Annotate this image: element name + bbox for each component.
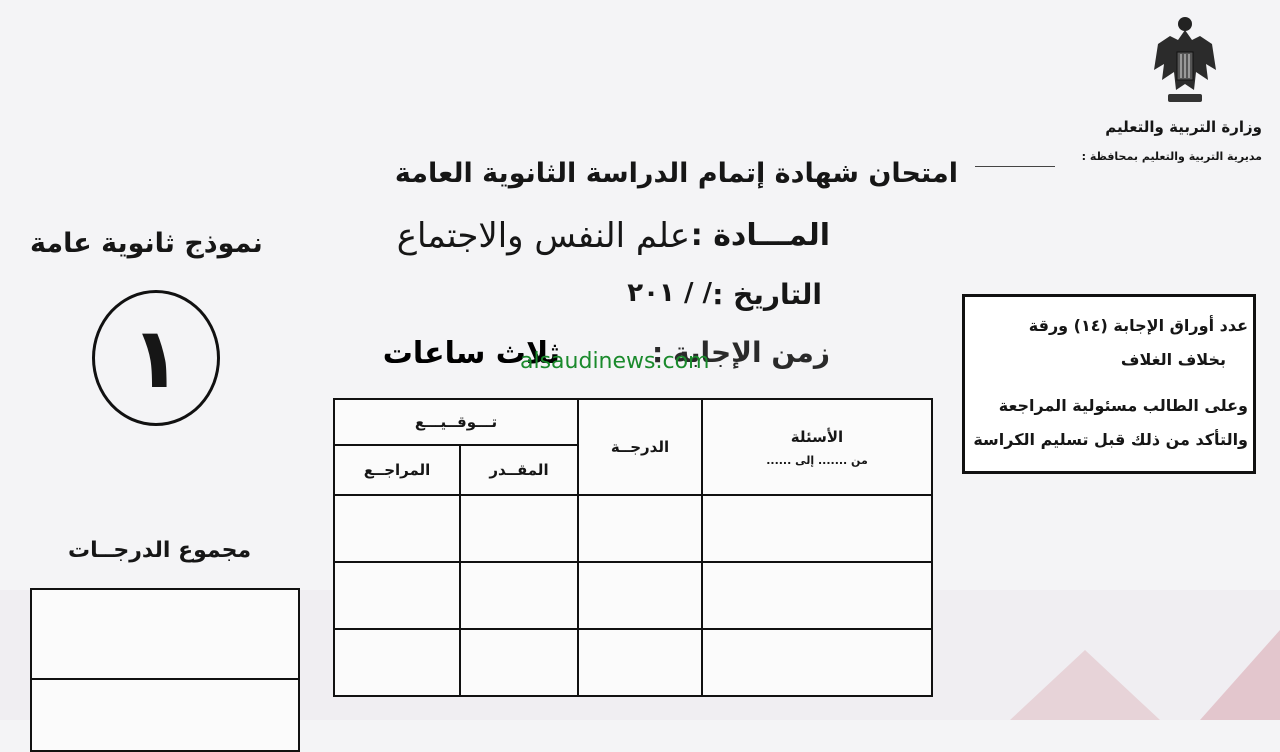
table-cell[interactable] xyxy=(334,562,460,629)
table-row xyxy=(334,562,932,629)
notice-line: وعلى الطالب مسئولية المراجعة xyxy=(998,396,1248,415)
notice-line: عدد أوراق الإجابة (١٤) ورقة xyxy=(1028,316,1248,335)
table-cell[interactable] xyxy=(334,495,460,562)
table-cell[interactable] xyxy=(702,629,932,696)
model-number: ١ xyxy=(130,309,182,407)
table-cell[interactable] xyxy=(460,629,578,696)
table-row xyxy=(334,495,932,562)
grades-table xyxy=(333,398,933,697)
grade-header: الدرجــة xyxy=(578,399,702,495)
notice-line: بخلاف الغلاف xyxy=(1120,350,1226,369)
eagle-emblem-icon xyxy=(1150,10,1220,110)
time-value: ثلاث ساعات xyxy=(382,336,560,371)
table-cell[interactable] xyxy=(578,495,702,562)
date-value: / / ٢٠١ xyxy=(627,278,712,308)
table-cell[interactable] xyxy=(578,562,702,629)
table-cell[interactable] xyxy=(578,629,702,696)
table-cell[interactable] xyxy=(460,562,578,629)
total-grades-label: مجموع الدرجــات xyxy=(68,538,252,563)
time-label: زمن الإجابة : xyxy=(652,336,830,369)
date-label: التاريخ : xyxy=(712,278,822,311)
estimator-header: المقــدر xyxy=(460,445,578,495)
subject-label: المـــادة : xyxy=(690,218,830,253)
subject-value: علم النفس والاجتماع xyxy=(396,216,690,256)
table-cell[interactable] xyxy=(702,495,932,562)
questions-header-cell xyxy=(702,399,932,495)
decor-triangle xyxy=(1010,650,1160,720)
table-cell[interactable] xyxy=(334,629,460,696)
directorate-fill-line xyxy=(975,166,1055,167)
total-grades-box xyxy=(30,588,300,752)
watermark: alsaudinews.com xyxy=(520,349,710,374)
notice-line: والتأكد من ذلك قبل تسليم الكراسة xyxy=(973,430,1248,449)
reviewer-header: المراجــع xyxy=(334,445,460,495)
model-label: نموذج ثانوية عامة xyxy=(30,228,263,259)
signature-header: تـــوقــيـــع xyxy=(334,399,578,445)
directorate-name: مديرية التربية والتعليم بمحافظة : xyxy=(1081,150,1262,163)
ministry-name: وزارة التربية والتعليم xyxy=(1105,118,1262,136)
questions-header: الأسئلة xyxy=(790,427,844,446)
decor-triangle xyxy=(1200,630,1280,720)
table-cell[interactable] xyxy=(460,495,578,562)
questions-range: من ....... إلى ...... xyxy=(766,453,868,467)
table-row xyxy=(334,629,932,696)
table-cell[interactable] xyxy=(702,562,932,629)
total-grades-divider xyxy=(30,678,300,680)
exam-title: امتحان شهادة إتمام الدراسة الثانوية العامة xyxy=(394,158,958,189)
